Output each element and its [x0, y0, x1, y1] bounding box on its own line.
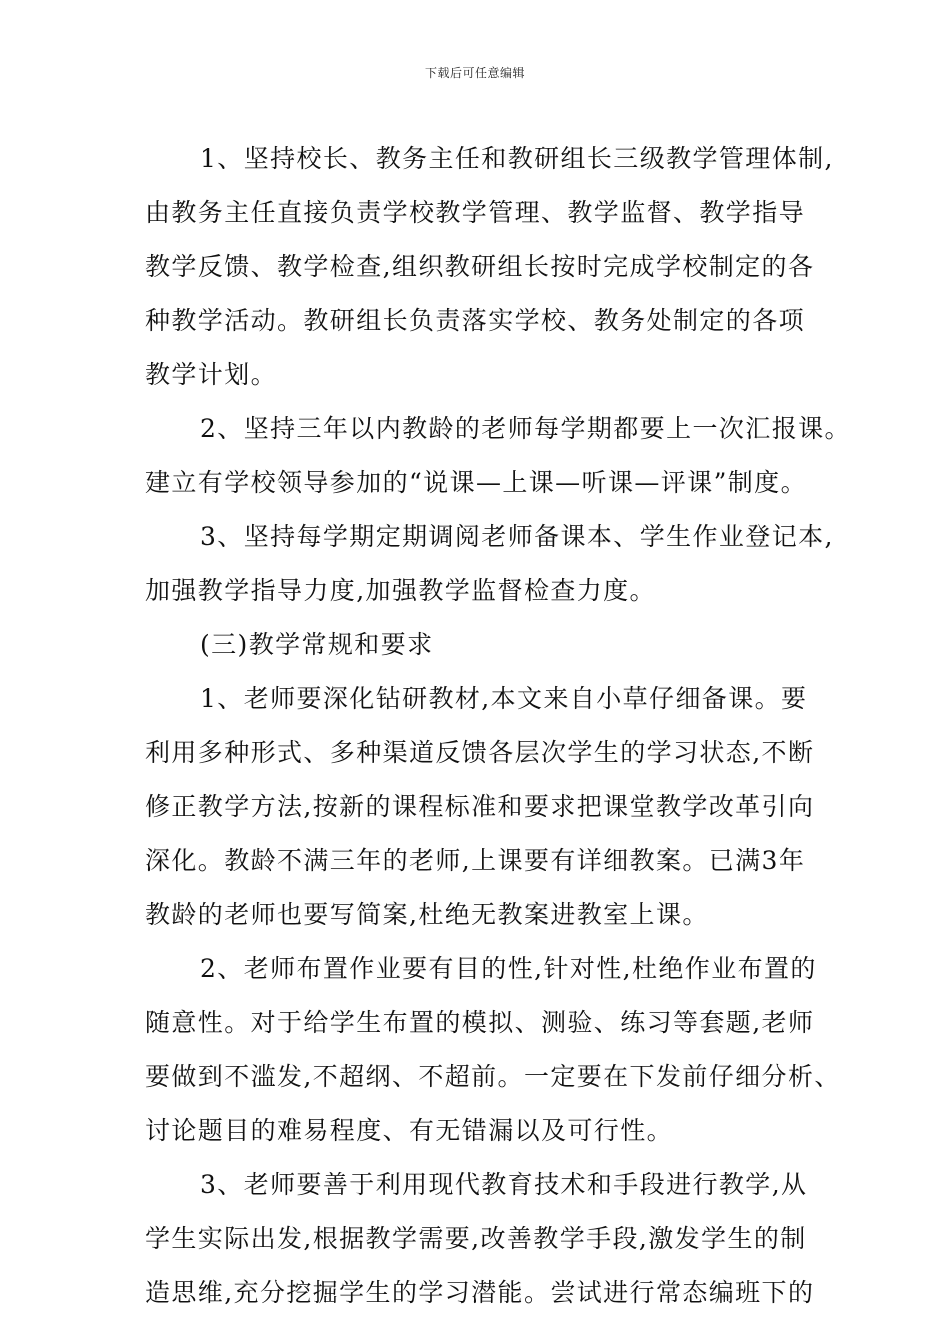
text-line: 教学反馈、教学检查,组织教研组长按时完成学校制定的各 — [145, 252, 815, 281]
document-body — [145, 132, 851, 1320]
text-line: 学生实际出发,根据教学需要,改善教学手段,激发学生的制 — [145, 1224, 807, 1253]
text-line: 造思维,充分挖掘学生的学习潜能。尝试进行常态编班下的 — [145, 1278, 815, 1307]
section-heading: (三)教学常规和要求 — [200, 630, 434, 659]
text-line: 3、老师要善于利用现代教育技术和手段进行教学,从 — [200, 1170, 808, 1199]
text-line: 1、坚持校长、教务主任和教研组长三级教学管理体制, — [200, 144, 834, 173]
text-line: 2、坚持三年以内教龄的老师每学期都要上一次汇报课。 — [200, 414, 851, 443]
text-line: 教龄的老师也要写简案,杜绝无教案进教室上课。 — [145, 900, 709, 929]
text-line: 种教学活动。教研组长负责落实学校、教务处制定的各项 — [145, 306, 806, 335]
text-line: 随意性。对于给学生布置的模拟、测验、练习等套题,老师 — [145, 1008, 815, 1037]
text-line: 建立有学校领导参加的“说课—上课—听课—评课”制度。 — [145, 468, 807, 497]
text-line: 加强教学指导力度,加强教学监督检查力度。 — [145, 576, 656, 605]
text-line: 由教务主任直接负责学校教学管理、教学监督、教学指导 — [145, 198, 806, 227]
text-line: 讨论题目的难易程度、有无错漏以及可行性。 — [145, 1116, 674, 1145]
text-line: 3、坚持每学期定期调阅老师备课本、学生作业登记本, — [200, 522, 834, 551]
text-line: 要做到不滥发,不超纲、不超前。一定要在下发前仔细分析、 — [145, 1062, 841, 1091]
page-header: 下载后可任意编辑 — [424, 66, 525, 80]
text-line: 修正教学方法,按新的课程标准和要求把课堂教学改革引向 — [145, 792, 815, 821]
text-line: 2、老师布置作业要有目的性,针对性,杜绝作业布置的 — [200, 954, 817, 983]
text-line: 教学计划。 — [145, 360, 278, 389]
text-line: 1、老师要深化钻研教材,本文来自小草仔细备课。要 — [200, 684, 808, 713]
text-line: 利用多种形式、多种渠道反馈各层次学生的学习状态,不断 — [145, 738, 815, 767]
text-line: 深化。教龄不满三年的老师,上课要有详细教案。已满3年 — [145, 846, 806, 875]
